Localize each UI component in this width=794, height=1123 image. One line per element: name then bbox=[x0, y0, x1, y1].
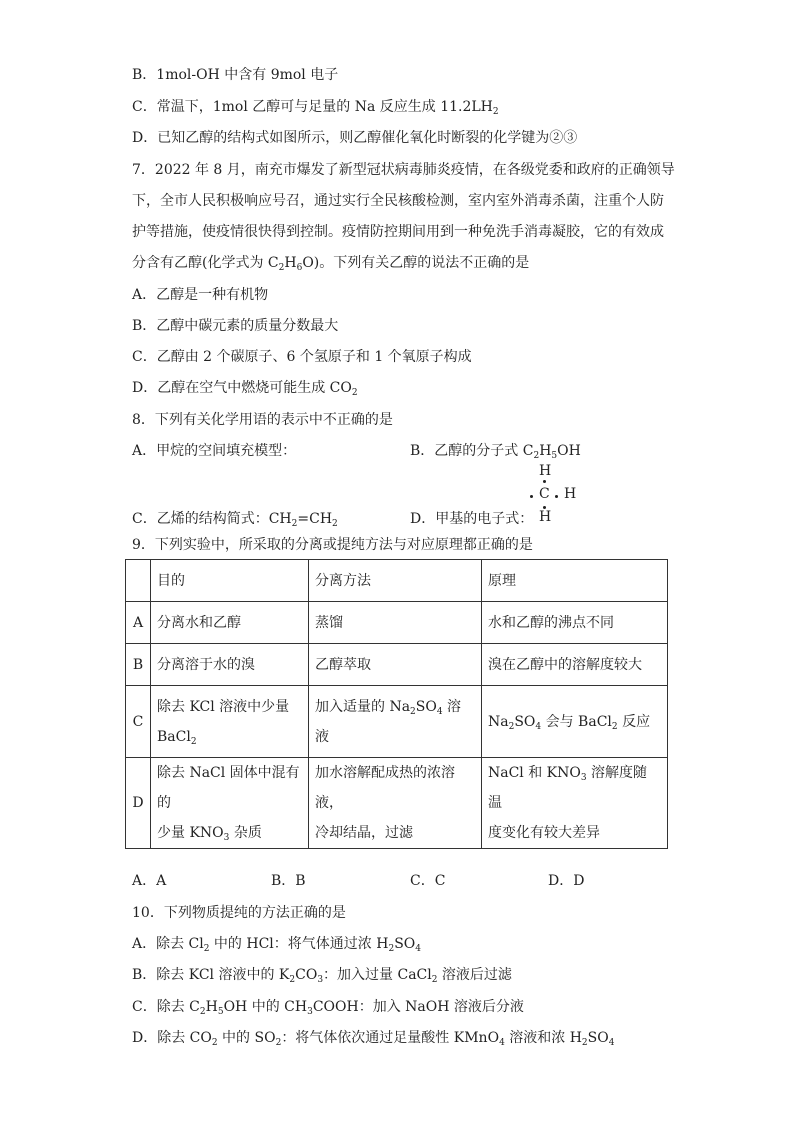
table-row bbox=[126, 602, 668, 644]
cell-purpose: 除去 KCl 溶液中少量 BaCl$_2$ bbox=[151, 686, 309, 758]
methyl-electron-formula bbox=[536, 463, 584, 523]
q7-stem-line1: 7．2022 年 8 月，南充市爆发了新型冠状病毒肺炎疫情，在各级党委和政府的正确领导 bbox=[132, 162, 675, 178]
q8-option-c: C．乙烯的结构简式：$CH_2=CH_2$ bbox=[132, 511, 338, 529]
cell-purpose: 分离水和乙醇 bbox=[151, 602, 309, 644]
electron-dot bbox=[543, 506, 546, 509]
q10-option-a: A．除去 $Cl_2$ 中的 HCl：将气体通过浓 $H_2SO_4$ bbox=[132, 936, 421, 954]
cell-principle: NaCl 和 $KNO_3$ 溶解度随温 度变化有较大差异 bbox=[482, 758, 668, 849]
electron-dot bbox=[543, 480, 546, 483]
q6-option-c: C．常温下，1mol 乙醇可与足量的 Na 反应生成 $11.2LH_2$ bbox=[132, 99, 499, 117]
methyl-h-top: H bbox=[539, 463, 552, 479]
row-label: B bbox=[126, 644, 151, 686]
row-label: A bbox=[126, 602, 151, 644]
table-row bbox=[126, 686, 668, 758]
q7-stem-line3: 护等措施，使疫情很快得到控制。疫情防控期间用到一种免洗手消毒凝胶，它的有效成 bbox=[132, 224, 664, 240]
q8-option-d: D．甲基的电子式： bbox=[410, 511, 534, 527]
methyl-h-bottom: H bbox=[539, 509, 552, 525]
row-label: C bbox=[126, 686, 151, 758]
header-purpose: 目的 bbox=[151, 560, 309, 602]
cell-principle: 水和乙醇的沸点不同 bbox=[482, 602, 668, 644]
q7-option-a: A．乙醇是一种有机物 bbox=[132, 287, 269, 303]
electron-dot bbox=[555, 495, 558, 498]
table-header-row bbox=[126, 560, 668, 602]
header-method: 分离方法 bbox=[309, 560, 482, 602]
cell-method: 加水溶解配成热的浓溶液， 冷却结晶，过滤 bbox=[309, 758, 482, 849]
table-row bbox=[126, 644, 668, 686]
q6-option-b: B．1mol-OH 中含有 9mol 电子 bbox=[132, 67, 339, 83]
q10-option-d: D．除去 $CO_2$ 中的 $SO_2$：将气体依次通过足量酸性 KMnO$_4$ 溶液和浓 $H_2SO_4$ bbox=[132, 1030, 615, 1048]
q10-stem: 10．下列物质提纯的方法正确的是 bbox=[132, 905, 346, 921]
q9-stem: 9．下列实验中，所采取的分离或提纯方法与对应原理都正确的是 bbox=[132, 537, 533, 553]
cell-method: 蒸馏 bbox=[309, 602, 482, 644]
row-label: D bbox=[126, 758, 151, 849]
cell-method: 乙醇萃取 bbox=[309, 644, 482, 686]
electron-dot bbox=[530, 495, 533, 498]
cell-principle: $Na_2SO_4$ 会与 BaCl$_2$ 反应 bbox=[482, 686, 668, 758]
q9-table bbox=[125, 559, 668, 849]
q7-stem-line2: 下，全市人民积极响应号召，通过实行全民核酸检测，室内室外消毒杀菌，注重个人防 bbox=[132, 193, 664, 209]
q8-option-a: A．甲烷的空间填充模型： bbox=[132, 443, 297, 459]
q7-option-c: C．乙醇由 2 个碳原子、6 个氢原子和 1 个氧原子构成 bbox=[132, 349, 472, 365]
methyl-h-right: H bbox=[564, 486, 577, 502]
q6-option-d: D．已知乙醇的结构式如图所示，则乙醇催化氧化时断裂的化学键为②③ bbox=[132, 130, 578, 146]
table-row bbox=[126, 758, 668, 849]
q9-option-a: A．A bbox=[132, 873, 167, 889]
header-blank bbox=[126, 560, 151, 602]
q10-option-b: B．除去 KCl 溶液中的 $K_2CO_3$：加入过量 CaCl$_2$ 溶液后过滤 bbox=[132, 967, 512, 985]
q7-option-b: B．乙醇中碳元素的质量分数最大 bbox=[132, 318, 339, 334]
q10-option-c: C．除去 $C_2H_5OH$ 中的 $CH_3COOH$：加入 NaOH 溶液后分液 bbox=[132, 999, 524, 1017]
q7-option-d: D．乙醇在空气中燃烧可能生成 $CO_2$ bbox=[132, 380, 358, 398]
q9-option-c: C．C bbox=[410, 873, 446, 889]
q7-stem-line4: 分含有乙醇(化学式为 $C_2H_6O$)。下列有关乙醇的说法不正确的是 bbox=[132, 255, 530, 273]
q8-option-b: B．乙醇的分子式 $C_2H_5OH$ bbox=[410, 443, 581, 461]
q9-option-d: D．D bbox=[548, 873, 585, 889]
methyl-c: C bbox=[539, 486, 550, 502]
cell-principle: 溴在乙醇中的溶解度较大 bbox=[482, 644, 668, 686]
header-principle: 原理 bbox=[482, 560, 668, 602]
q8-stem: 8．下列有关化学用语的表示中不正确的是 bbox=[132, 412, 393, 428]
q9-option-b: B．B bbox=[271, 873, 306, 889]
cell-purpose: 分离溶于水的溴 bbox=[151, 644, 309, 686]
cell-method: 加入适量的 $Na_2SO_4$ 溶液 bbox=[309, 686, 482, 758]
cell-purpose: 除去 NaCl 固体中混有的 少量 $KNO_3$ 杂质 bbox=[151, 758, 309, 849]
